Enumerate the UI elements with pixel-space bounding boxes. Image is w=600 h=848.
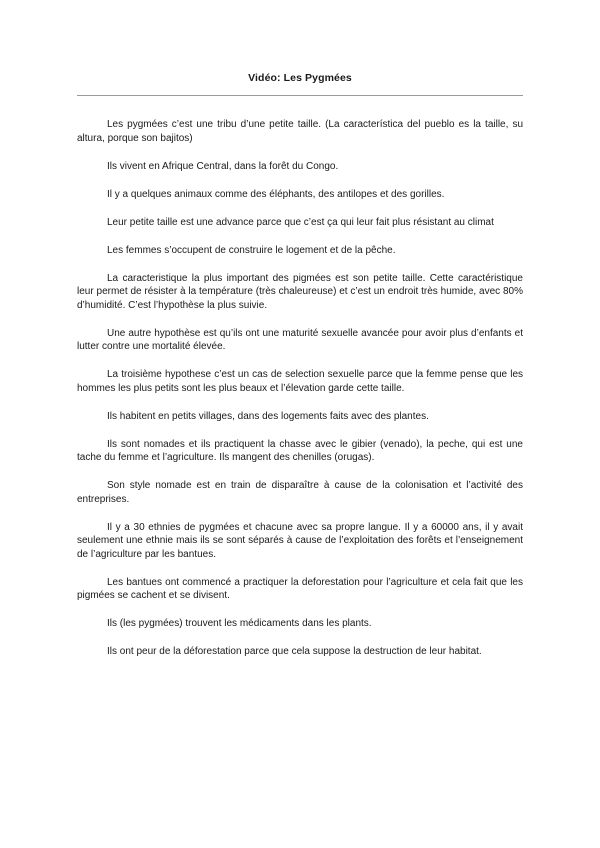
paragraph-15: Ils ont peur de la déforestation parce que cela suppose la destruction de leur habitat. [107,646,482,657]
paragraph-2: Ils vivent en Afrique Central, dans la forêt du Congo. [107,160,339,172]
paragraph-12: Il y a 30 ethnies de pygmées et chacune avec sa propre langue. Il y a 60000 ans, il y avait seulement une ethnie mais ils se sont séparés à cause de l’exploitation des forêts et l’enseignement de l’agriculture par les bantues. [77,521,523,560]
paragraph-4: Leur petite taille est une advance parce que c’est ça qui leur fait plus résistant au climat [107,216,494,228]
paragraph-13: Les bantues ont commencé a practiquer la deforestation pour l’agriculture et cela fait que les pigmées se cachent et se divisent. [77,576,523,601]
title-divider [77,95,523,96]
paragraph-14: Ils (les pygmées) trouvent les médicaments dans les plants. [107,618,372,629]
paragraph-1: Les pygmées c’est une tribu d’une petite taille. (La característica del pueblo es la taille, su altura, porque son bajitos) [77,119,523,144]
document-body [77,118,523,673]
paragraph-6: La caracteristique la plus important des pigmées est son petite taille. Cette caractéristique leur permet de résister à la température (très chaleureuse) et c’est un endroit très humide, avec 80% d’humidité. C’est l’hypothèse la plus suivie. [77,272,523,311]
paragraph-9: Ils habitent en petits villages, dans des logements faits avec des plantes. [107,410,429,422]
paragraph-7: Une autre hypothèse est qu’ils ont une maturité sexuelle avancée pour avoir plus d’enfants et lutter contre une mortalité élevée. [77,327,523,352]
paragraph-10: Ils sont nomades et ils practiquent la chasse avec le gibier (venado), la peche, qui est une tache du femme et l’agriculture. Ils mangent des chenilles (orugas). [77,438,523,463]
paragraph-5: Les femmes s’occupent de construire le logement et de la pêche. [107,244,396,256]
paragraph-11: Son style nomade est en train de disparaître à cause de la colonisation et l’activité des entreprises. [77,480,523,505]
paragraph-8: La troisième hypothese c’est un cas de selection sexuelle parce que la femme pense que les hommes les plus petits sont les plus beaux et l’élevation garde cette taille. [77,369,523,394]
paragraph-3: Il y a quelques animaux comme des éléphants, des antilopes et des gorilles. [107,188,445,200]
document-title: Vidéo: Les Pygmées [248,72,352,84]
